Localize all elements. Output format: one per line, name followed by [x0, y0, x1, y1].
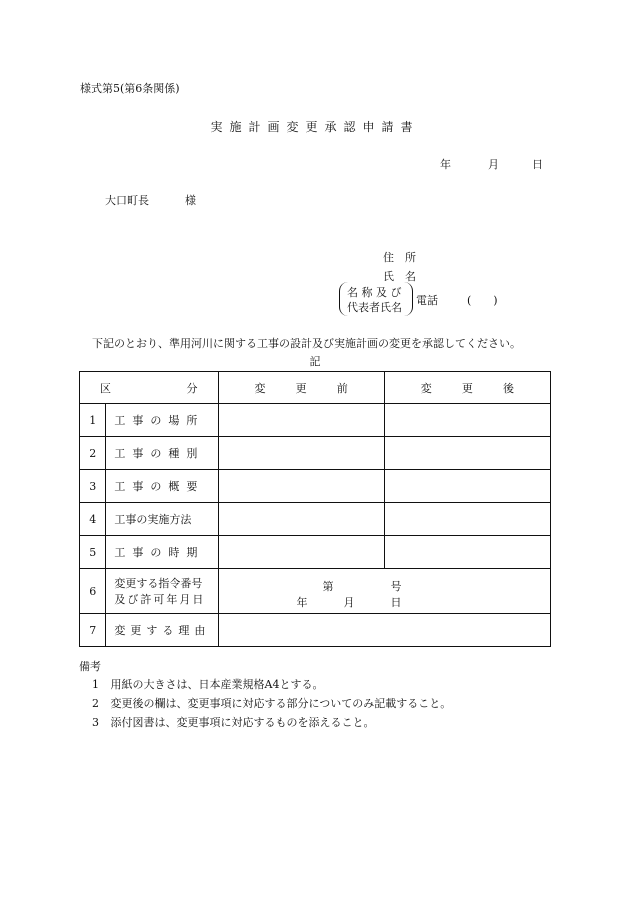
row-number: 2: [80, 437, 106, 470]
document-title: 実施計画変更承認申請書: [210, 120, 420, 134]
note-item: [92, 714, 375, 730]
addressee-name: 大口町長: [105, 194, 149, 207]
permit-go: 号: [390, 580, 402, 593]
table-row: [80, 404, 551, 437]
row-label-line1: 変更する指令番号: [114, 577, 203, 590]
date-year: 年: [440, 158, 451, 171]
table-row: [80, 569, 551, 614]
form-number: 様式第5(第6条関係): [80, 82, 180, 95]
header-before: [218, 372, 384, 404]
table-row: [80, 470, 551, 503]
phone-parentheses: ( ): [467, 294, 498, 307]
notes-title: 備考: [79, 660, 101, 673]
row-label: 工事の時期: [106, 536, 218, 569]
date-day: 日: [532, 158, 543, 171]
permit-number-date-cell[interactable]: [218, 569, 550, 614]
date-month: 月: [488, 158, 499, 171]
table-header-row: [80, 372, 551, 404]
header-kubun-1: 区: [100, 381, 111, 395]
row-number: 3: [80, 470, 106, 503]
table-row: [80, 437, 551, 470]
applicant-address-label: 住 所: [383, 251, 416, 264]
reason-cell[interactable]: [218, 614, 550, 647]
before-cell[interactable]: [218, 404, 384, 437]
representative-label: 代表者氏名: [347, 301, 402, 314]
addressee: [105, 192, 196, 208]
before-cell[interactable]: [218, 437, 384, 470]
application-table: [79, 371, 551, 647]
row-label: 変更する理由: [106, 614, 218, 647]
after-cell[interactable]: [384, 536, 550, 569]
row-label: 工事の実施方法: [106, 503, 218, 536]
row-number: 7: [80, 614, 106, 647]
header-kubun: [80, 372, 219, 404]
addressee-suffix: 様: [185, 194, 196, 207]
header-before-1: 変: [254, 381, 266, 395]
intro-text: 下記のとおり、準用河川に関する工事の設計及び実施計画の変更を承認してください。: [92, 337, 521, 350]
row-label: [106, 569, 218, 614]
after-cell[interactable]: [384, 503, 550, 536]
corp-name-label: 名 称 及 び: [347, 286, 402, 299]
note-text: 添付図書は、変更事項に対応するものを添えること。: [110, 716, 375, 729]
header-after-3: 後: [502, 381, 514, 395]
note-text: 変更後の欄は、変更事項に対応する部分についてのみ記載すること。: [110, 697, 452, 710]
header-before-3: 前: [336, 381, 348, 395]
note-text: 用紙の大きさは、日本産業規格A4とする。: [110, 678, 324, 691]
row-label: 工事の概要: [106, 470, 218, 503]
date-line: [440, 156, 543, 172]
row-number: 1: [80, 404, 106, 437]
row-label-line2: 及び許可年月日: [114, 593, 206, 606]
permit-day: 日: [390, 596, 402, 609]
phone-label: 電話: [416, 294, 438, 307]
row-number: 4: [80, 503, 106, 536]
table-row: [80, 614, 551, 647]
header-after-2: 更: [461, 381, 473, 395]
header-before-2: 更: [295, 381, 307, 395]
permit-year: 年: [296, 596, 308, 609]
after-cell[interactable]: [384, 404, 550, 437]
header-after: [384, 372, 550, 404]
header-kubun-2: 分: [186, 381, 198, 395]
row-number: 5: [80, 536, 106, 569]
before-cell[interactable]: [218, 536, 384, 569]
applicant-name-label: 氏 名: [383, 270, 416, 283]
note-number: 3: [92, 716, 99, 729]
note-number: 2: [92, 697, 99, 710]
after-cell[interactable]: [384, 470, 550, 503]
note-number: 1: [92, 678, 99, 691]
after-cell[interactable]: [384, 437, 550, 470]
ki-heading: 記: [309, 355, 321, 368]
permit-dai: 第: [322, 580, 334, 593]
permit-month: 月: [343, 596, 355, 609]
row-label: 工事の場所: [106, 404, 218, 437]
table-row: [80, 536, 551, 569]
header-after-1: 変: [420, 381, 432, 395]
row-number: 6: [80, 569, 106, 614]
table-row: [80, 503, 551, 536]
row-label: 工事の種別: [106, 437, 218, 470]
before-cell[interactable]: [218, 503, 384, 536]
before-cell[interactable]: [218, 470, 384, 503]
note-item: [92, 676, 323, 692]
note-item: [92, 695, 451, 711]
